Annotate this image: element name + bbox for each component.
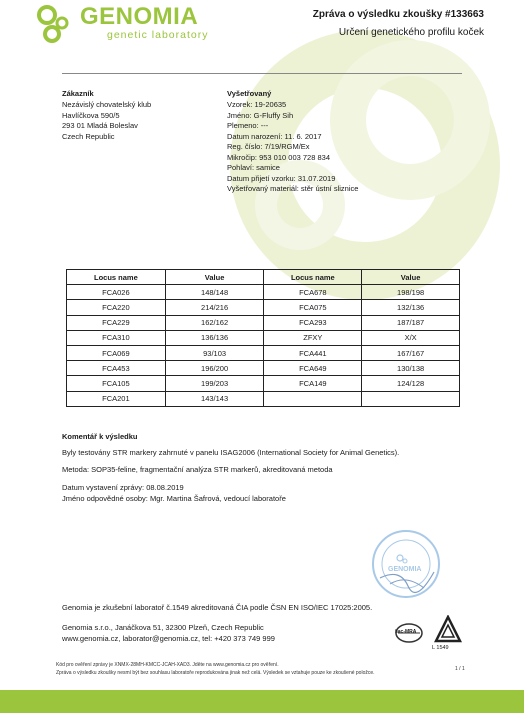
examined-line: Reg. číslo: 7/19/RGM/Ex [227,142,310,151]
examined-line: Vyšetřovaný materiál: stěr ústní sliznice [227,184,359,193]
examined-line: Jméno: G-Fluffy Sih [227,110,294,120]
cia-accreditation-logo [434,615,462,650]
reproduction-note: Zpráva o výsledku zkoušky nesmí být bez souhlasu laboratoře reprodukována jinak než celá. Výsledek se vztahuje pouze ke zkoušené položce. [56,670,375,676]
table-cell: 130/138 [362,361,460,376]
company-contact: www.genomia.cz, laborator@genomia.cz, tel: +420 373 749 999 [62,634,275,643]
table-row [67,315,460,330]
table-cell: FCA229 [67,315,166,330]
table-cell: 162/162 [165,315,264,330]
table-cell: 196/200 [165,361,264,376]
examined-line: Datum narození: 11. 6. 2017 [227,131,322,141]
ilac-logo-text: ilac-MRA [395,629,417,635]
method-text: Metoda: SOP35-feline, fragmentační analýza STR markerů, akreditovaná metoda [62,465,333,474]
table-cell [362,391,460,406]
logo-name: GENOMIA [80,3,199,30]
responsible-person: Jméno odpovědné osoby: Mgr. Martina Šafrová, vedoucí laboratoře [62,494,286,503]
loci-table [66,269,460,407]
verification-code-note: Kód pro ověření zprávy je XNMX-28MH-KMCC-JCAH-XAD3. Jděte na www.genomia.cz pro ověření. [56,662,279,668]
table-cell: ZFXY [264,330,362,345]
table-cell: 124/128 [362,376,460,391]
table-cell: 148/148 [165,285,264,300]
logo-circles-icon [36,2,80,44]
column-header: Locus name [264,270,362,285]
table-cell: FCA201 [67,391,166,406]
examined-heading: Vyšetřovaný [227,89,272,98]
logo-tagline: genetic laboratory [107,29,209,41]
header-divider [62,73,462,74]
table-cell: 198/198 [362,285,460,300]
stamp-text: GENOMIA [388,566,422,573]
comment-text: Byly testovány STR markery zahrnuté v panelu ISAG2006 (International Society for Animal Genetics). [62,448,400,457]
report-subtitle: Určení genetického profilu koček [338,27,484,38]
report-title: Zpráva o výsledku zkoušky #133663 [312,9,484,20]
company-address: Genomia s.r.o., Janáčkova 51, 32300 Plzeň, Czech Republic [62,623,264,632]
table-cell [264,391,362,406]
table-row [67,300,460,315]
certification-stamp [370,528,442,605]
table-cell: FCA149 [264,376,362,391]
examined-line: Pohlaví: samice [227,163,280,172]
table-cell: FCA069 [67,345,166,360]
table-row [67,330,460,345]
table-cell: 187/187 [362,315,460,330]
table-row [67,376,460,391]
table-cell: 136/136 [165,330,264,345]
table-row [67,285,460,300]
column-header: Value [165,270,264,285]
table-cell: 93/103 [165,345,264,360]
customer-heading: Zákazník [62,89,94,98]
examined-line: Mikročip: 953 010 003 728 834 [227,152,330,162]
table-cell: 143/143 [165,391,264,406]
page-number: 1 / 1 [455,666,465,672]
ilac-mra-logo [394,622,424,649]
customer-line: Nezávislý chovatelský klub [62,100,152,109]
cia-logo-icon [434,615,462,645]
customer-section [62,89,151,142]
table-cell: 214/216 [165,300,264,315]
table-row [67,361,460,376]
table-row [67,391,460,406]
examined-line: Datum přijetí vzorku: 31.07.2019 [227,173,336,183]
genomia-logo [36,2,236,44]
table-cell: FCA678 [264,285,362,300]
column-header: Locus name [67,270,166,285]
table-cell: X/X [362,330,460,345]
table-cell: 199/203 [165,376,264,391]
table-cell: FCA310 [67,330,166,345]
table-cell: FCA105 [67,376,166,391]
table-cell: FCA293 [264,315,362,330]
table-cell: FCA026 [67,285,166,300]
table-cell: FCA220 [67,300,166,315]
accreditation-text: Genomia je zkušební laboratoř č.1549 akreditovaná ČIA podle ČSN EN ISO/IEC 17025:2005. [62,603,373,612]
table-cell: FCA075 [264,300,362,315]
customer-line: 293 01 Mladá Boleslav [62,121,138,130]
column-header: Value [362,270,460,285]
customer-line: Czech Republic [62,131,115,141]
table-row [67,345,460,360]
stamp-seal-icon [370,528,442,600]
cia-number: L 1549 [432,645,449,651]
table-cell: FCA453 [67,361,166,376]
examined-line: Plemeno: --- [227,121,269,130]
table-cell: 167/167 [362,345,460,360]
examined-line: Vzorek: 19-20635 [227,100,287,109]
table-cell: FCA441 [264,345,362,360]
table-cell: 132/136 [362,300,460,315]
examined-section [227,89,358,195]
customer-line: Havlíčkova 590/5 [62,110,120,120]
table-header-row [67,270,460,285]
table-cell: FCA649 [264,361,362,376]
comment-heading: Komentář k výsledku [62,432,138,441]
footer-bar [0,690,524,713]
issue-date: Datum vystavení zprávy: 08.08.2019 [62,483,184,492]
